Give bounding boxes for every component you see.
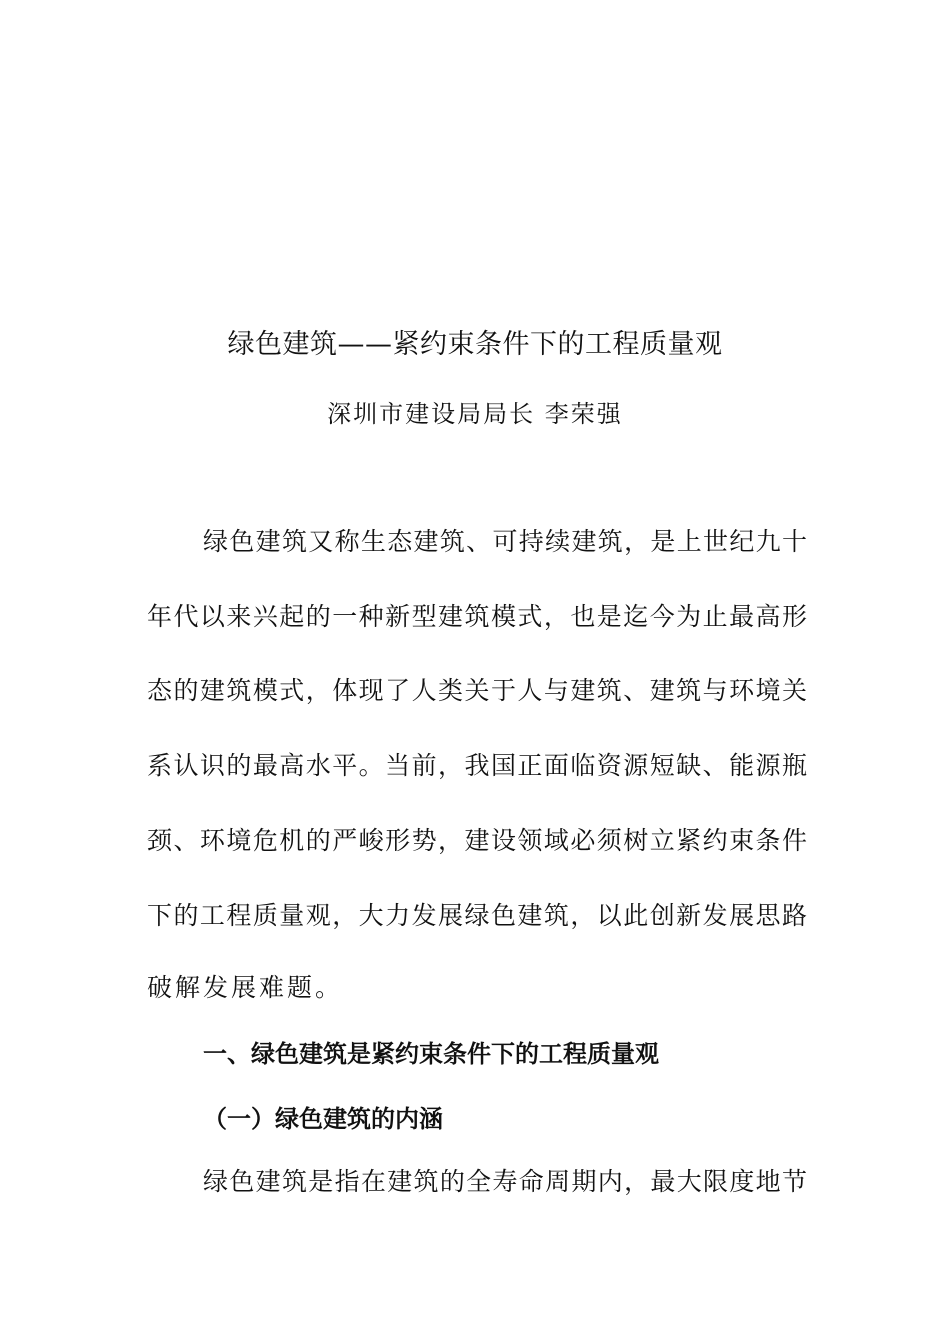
body-paragraph-line: 绿色建筑是指在建筑的全寿命周期内，最大限度地节	[203, 1167, 807, 1196]
author-byline: 深圳市建设局局长 李荣强	[327, 400, 623, 428]
section-heading: 一、绿色建筑是紧约束条件下的工程质量观	[203, 1040, 659, 1068]
intro-paragraph-line: 破解发展难题。	[147, 973, 344, 1002]
intro-paragraph-line: 年代以来兴起的一种新型建筑模式，也是迄今为止最高形	[147, 602, 807, 631]
document-title: 绿色建筑——紧约束条件下的工程质量观	[227, 329, 723, 360]
intro-paragraph-line: 态的建筑模式，体现了人类关于人与建筑、建筑与环境关	[147, 676, 807, 705]
intro-paragraph-line: 颈、环境危机的严峻形势，建设领域必须树立紧约束条件	[147, 826, 807, 855]
intro-paragraph-line: 下的工程质量观，大力发展绿色建筑，以此创新发展思路	[147, 901, 807, 930]
intro-paragraph-line: 绿色建筑又称生态建筑、可持续建筑，是上世纪九十	[203, 527, 807, 556]
intro-paragraph-line: 系认识的最高水平。当前，我国正面临资源短缺、能源瓶	[147, 751, 807, 780]
subsection-heading: （一）绿色建筑的内涵	[203, 1104, 443, 1133]
